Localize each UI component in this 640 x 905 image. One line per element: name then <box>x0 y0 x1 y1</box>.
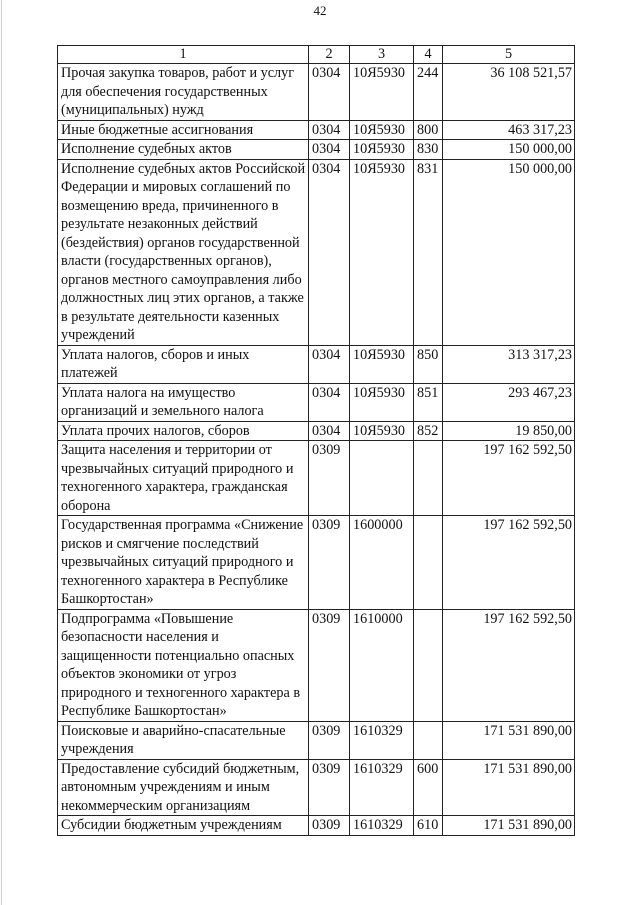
table-row <box>58 609 575 721</box>
table-row <box>58 159 575 345</box>
row-name-cell: Исполнение судебных актов Российской Федерации и мировых соглашений по возмещению вреда, причиненного в результате незаконных действий (бездействия) органов государственной власти (государственных органов), органов местного самоуправления либо должностных лиц этих органов, а также в результате деятельности казенных учреждений <box>58 159 309 345</box>
row-target-cell: 1610000 <box>350 609 414 721</box>
row-name-cell: Субсидии бюджетным учреждениям <box>58 816 309 836</box>
table-row <box>58 816 575 836</box>
row-name-cell: Уплата налогов, сборов и иных платежей <box>58 345 309 383</box>
row-section-cell: 0309 <box>309 721 350 759</box>
table-body <box>58 64 575 836</box>
row-expense-cell: 800 <box>414 120 443 140</box>
row-expense-cell <box>414 516 443 610</box>
row-section-cell: 0309 <box>309 759 350 816</box>
row-expense-cell: 830 <box>414 140 443 160</box>
row-section-cell: 0304 <box>309 120 350 140</box>
row-section-cell: 0304 <box>309 64 350 121</box>
row-name-cell: Иные бюджетные ассигнования <box>58 120 309 140</box>
header-col-4: 4 <box>414 46 443 64</box>
table-row <box>58 345 575 383</box>
row-amount-cell: 197 162 592,50 <box>443 609 575 721</box>
row-expense-cell: 610 <box>414 816 443 836</box>
row-name-cell: Уплата прочих налогов, сборов <box>58 421 309 441</box>
row-amount-cell: 171 531 890,00 <box>443 816 575 836</box>
row-amount-cell: 36 108 521,57 <box>443 64 575 121</box>
row-name-cell: Уплата налога на имущество организаций и земельного налога <box>58 383 309 421</box>
row-amount-cell: 150 000,00 <box>443 140 575 160</box>
row-section-cell: 0304 <box>309 140 350 160</box>
row-expense-cell: 850 <box>414 345 443 383</box>
row-amount-cell: 293 467,23 <box>443 383 575 421</box>
budget-table <box>57 45 575 836</box>
row-expense-cell: 600 <box>414 759 443 816</box>
page-edge <box>1 0 2 905</box>
table-header-row <box>58 46 575 64</box>
row-expense-cell <box>414 721 443 759</box>
row-target-cell: 10Я5930 <box>350 140 414 160</box>
row-section-cell: 0309 <box>309 816 350 836</box>
row-target-cell: 1600000 <box>350 516 414 610</box>
row-name-cell: Поисковые и аварийно-спасательные учреждения <box>58 721 309 759</box>
row-amount-cell: 313 317,23 <box>443 345 575 383</box>
row-target-cell: 10Я5930 <box>350 159 414 345</box>
header-col-5: 5 <box>443 46 575 64</box>
row-name-cell: Прочая закупка товаров, работ и услуг для обеспечения государственных (муниципальных) нужд <box>58 64 309 121</box>
header-col-1: 1 <box>58 46 309 64</box>
row-section-cell: 0309 <box>309 441 350 516</box>
row-section-cell: 0304 <box>309 421 350 441</box>
row-expense-cell: 851 <box>414 383 443 421</box>
row-section-cell: 0309 <box>309 516 350 610</box>
row-target-cell: 1610329 <box>350 816 414 836</box>
row-name-cell: Государственная программа «Снижение рисков и смягчение последствий чрезвычайных ситуаций природного и техногенного характера в Республике Башкортостан» <box>58 516 309 610</box>
table-row <box>58 421 575 441</box>
table-row <box>58 441 575 516</box>
table-row <box>58 759 575 816</box>
row-expense-cell <box>414 609 443 721</box>
row-expense-cell: 831 <box>414 159 443 345</box>
row-expense-cell <box>414 441 443 516</box>
header-col-2: 2 <box>309 46 350 64</box>
row-target-cell: 1610329 <box>350 759 414 816</box>
row-amount-cell: 171 531 890,00 <box>443 721 575 759</box>
row-name-cell: Защита населения и территории от чрезвычайных ситуаций природного и техногенного характера, гражданская оборона <box>58 441 309 516</box>
row-amount-cell: 150 000,00 <box>443 159 575 345</box>
page-number: 42 <box>313 3 327 18</box>
row-amount-cell: 171 531 890,00 <box>443 759 575 816</box>
row-expense-cell: 244 <box>414 64 443 121</box>
row-name-cell: Исполнение судебных актов <box>58 140 309 160</box>
row-name-cell: Подпрограмма «Повышение безопасности населения и защищенности потенциально опасных объектов экономики от угроз природного и техногенного характера в Республике Башкортостан» <box>58 609 309 721</box>
row-target-cell: 10Я5930 <box>350 345 414 383</box>
row-target-cell: 10Я5930 <box>350 64 414 121</box>
table-row <box>58 383 575 421</box>
table-row <box>58 64 575 121</box>
row-section-cell: 0304 <box>309 383 350 421</box>
row-target-cell: 10Я5930 <box>350 421 414 441</box>
row-name-cell: Предоставление субсидий бюджетным, автономным учреждениям и иным некоммерческим организациям <box>58 759 309 816</box>
row-amount-cell: 463 317,23 <box>443 120 575 140</box>
row-target-cell: 10Я5930 <box>350 120 414 140</box>
row-section-cell: 0304 <box>309 159 350 345</box>
row-section-cell: 0309 <box>309 609 350 721</box>
table-row <box>58 721 575 759</box>
row-expense-cell: 852 <box>414 421 443 441</box>
header-col-3: 3 <box>350 46 414 64</box>
row-target-cell: 1610329 <box>350 721 414 759</box>
row-target-cell: 10Я5930 <box>350 383 414 421</box>
row-amount-cell: 197 162 592,50 <box>443 441 575 516</box>
table-row <box>58 140 575 160</box>
table-row <box>58 516 575 610</box>
table-row <box>58 120 575 140</box>
row-amount-cell: 197 162 592,50 <box>443 516 575 610</box>
row-target-cell <box>350 441 414 516</box>
row-section-cell: 0304 <box>309 345 350 383</box>
row-amount-cell: 19 850,00 <box>443 421 575 441</box>
